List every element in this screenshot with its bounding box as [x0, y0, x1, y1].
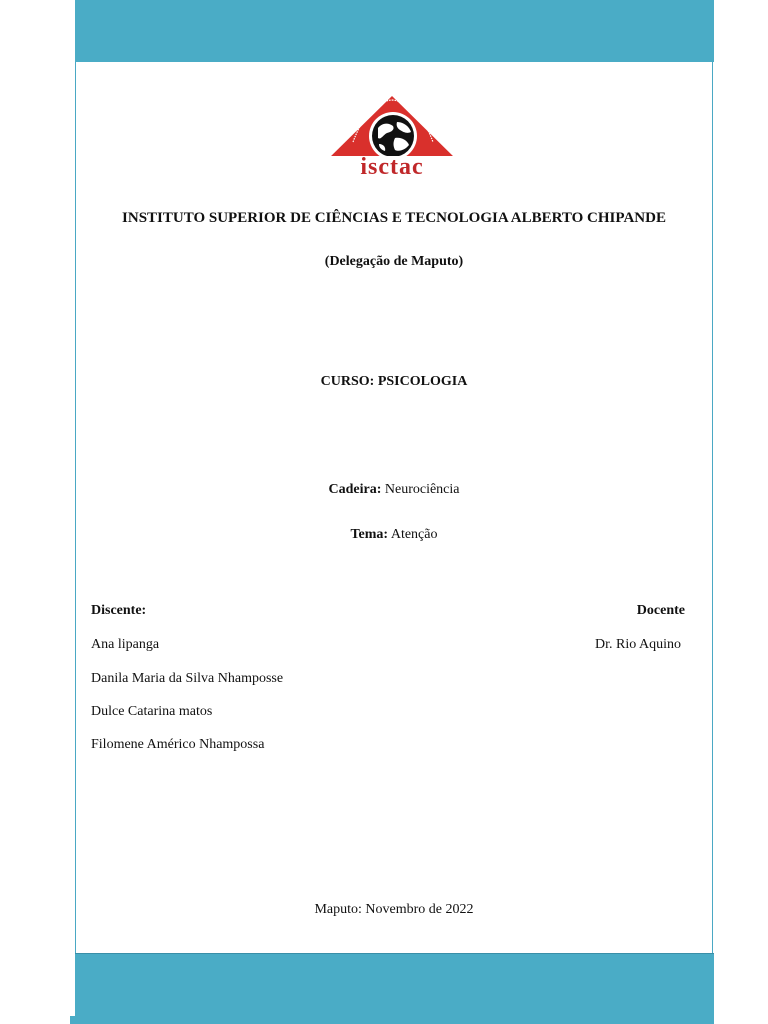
student-name: Ana lipanga	[91, 637, 160, 652]
subject-value: Neurociência	[384, 482, 460, 497]
place-date: Maputo: Novembro de 2022	[314, 902, 474, 917]
student-name: Filomene Américo Nhampossa	[91, 737, 265, 752]
subject-label: Cadeira:	[328, 482, 382, 497]
logo-wordmark: isctac	[360, 154, 424, 178]
isctac-logo	[323, 92, 461, 178]
teacher-heading: Docente	[636, 603, 685, 618]
student-name: Dulce Catarina matos	[91, 704, 213, 719]
student-name: Danila Maria da Silva Nhamposse	[91, 671, 284, 686]
theme-line	[75, 527, 713, 543]
theme-value: Atenção	[390, 527, 438, 542]
corner-mark	[70, 1016, 76, 1024]
institute-name: INSTITUTO SUPERIOR DE CIÊNCIAS E TECNOLOGIA ALBERTO CHIPANDE	[122, 210, 666, 226]
teacher-name: Dr. Rio Aquino	[595, 637, 681, 652]
theme-label: Tema:	[350, 527, 389, 542]
header-band	[75, 0, 714, 62]
students-heading: Discente:	[91, 603, 147, 618]
subject-line	[75, 482, 713, 498]
delegation: (Delegação de Maputo)	[324, 254, 464, 269]
course-title: CURSO: PSICOLOGIA	[320, 374, 468, 389]
footer-band	[75, 953, 714, 1024]
